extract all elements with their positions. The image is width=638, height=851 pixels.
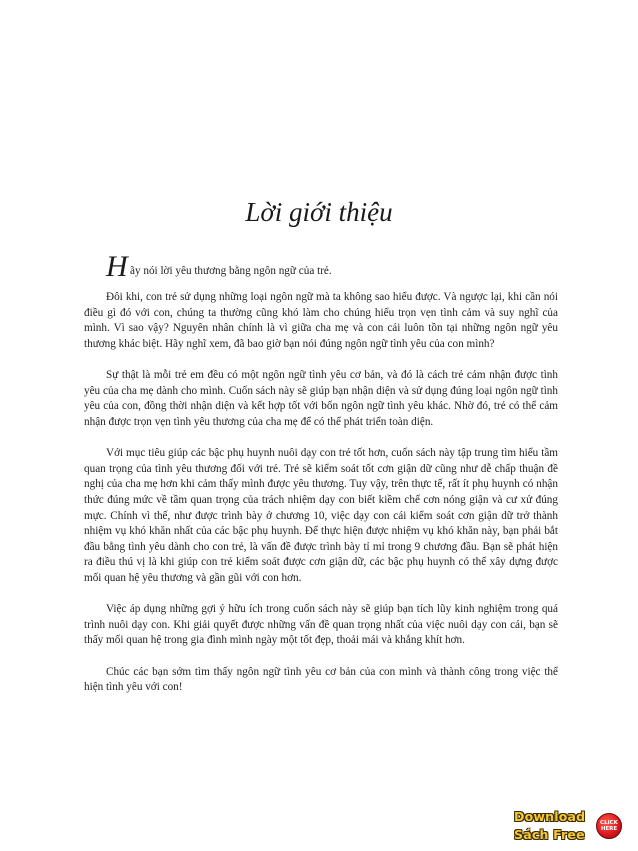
paragraph-5: Chúc các bạn sớm tìm thấy ngôn ngữ tình yêu cơ bản của con mình và thành công trong việc thể hiện tình yêu với con! [84,665,558,694]
page-title: Lời giới thiệu [245,197,393,227]
paragraph-2: Sự thật là mỗi trẻ em đều có một ngôn ngữ tình yêu cơ bản, và đó là cách trẻ cảm nhận được tình yêu của cha mẹ dành cho mình. Cuốn sách này sẽ giúp bạn nhận diện và sử dụng đúng loại ngôn ngữ tình yêu của con, đồng thời nhận diện và kết hợp tốt với bốn ngôn ngữ tình yêu khác. Nhờ đó, trẻ có thể cảm nhận được trọn vẹn tình yêu thương của cha mẹ để có thể phát triển toàn diện. [84,369,558,428]
click-here-label: CLICK HERE [600,820,618,832]
badge-line-2: Sách Free [514,827,585,842]
download-badge[interactable] [514,807,624,845]
body-text [84,250,558,712]
paragraph-3: Với mục tiêu giúp các bậc phụ huynh nuôi dạy con trẻ tốt hơn, cuốn sách này tập trung tìm hiểu tầm quan trọng của tình yêu thương đối với trẻ. Trẻ sẽ kiểm soát tốt cơn giận dữ cũng như dễ chấp thuận đề nghị của cha mẹ hơn khi cảm thấy mình được yêu thương. Tuy vậy, trên thực tế, rất ít phụ huynh có nhận thức đúng mức về tầm quan trọng của trách nhiệm dạy con biết kiềm chế cơn nóng giận và cư xử đúng mực. Chính vì thế, như được trình bày ở chương 10, việc dạy con cái kiểm soát cơn giận dữ trở thành nhiệm vụ khó khăn nhất của các bậc phụ huynh. Để thực hiện được nhiệm vụ khó khăn này, bạn phải bắt đầu bằng tình yêu dành cho con trẻ, là vấn đề được trình bày tỉ mỉ trong 9 chương đầu. Bạn sẽ phát hiện ra điều thú vị là khi giúp con trẻ kiểm soát được cơn giận dữ, các bậc phụ huynh có thể xây dựng được mối quan hệ yêu thương và gần gũi với con hơn. [84,447,558,584]
badge-line-1: Download [514,809,586,824]
paragraph-4: Việc áp dụng những gợi ý hữu ích trong cuốn sách này sẽ giúp bạn tích lũy kinh nghiệm trong quá trình nuôi dạy con. Khi giải quyết được những vấn đề quan trọng nhất của việc nuôi dạy con cái, bạn sẽ thấy mối quan hệ trong gia đình mình ngày một tốt đẹp, thoải mái và khắng khít hơn. [84,603,558,647]
lead-line [84,250,558,283]
drop-cap: H [106,250,128,283]
click-here-icon[interactable] [596,813,622,839]
paragraph-1: Đôi khi, con trẻ sử dụng những loại ngôn ngữ mà ta không sao hiểu được. Và ngược lại, khi cần nói điều gì đó với con, chúng ta thường cũng khó làm cho chúng hiểu trọn vẹn tình cảm và suy nghĩ của mình. Vì sao vậy? Nguyên nhân chính là vì giữa cha mẹ và con cái luôn tồn tại những ngôn ngữ yêu thương khác biệt. Hãy nghĩ xem, đã bao giờ bạn nói đúng ngôn ngữ tình yêu của con mình? [84,291,558,350]
lead-text: ãy nói lời yêu thương bằng ngôn ngữ của trẻ. [130,265,332,277]
